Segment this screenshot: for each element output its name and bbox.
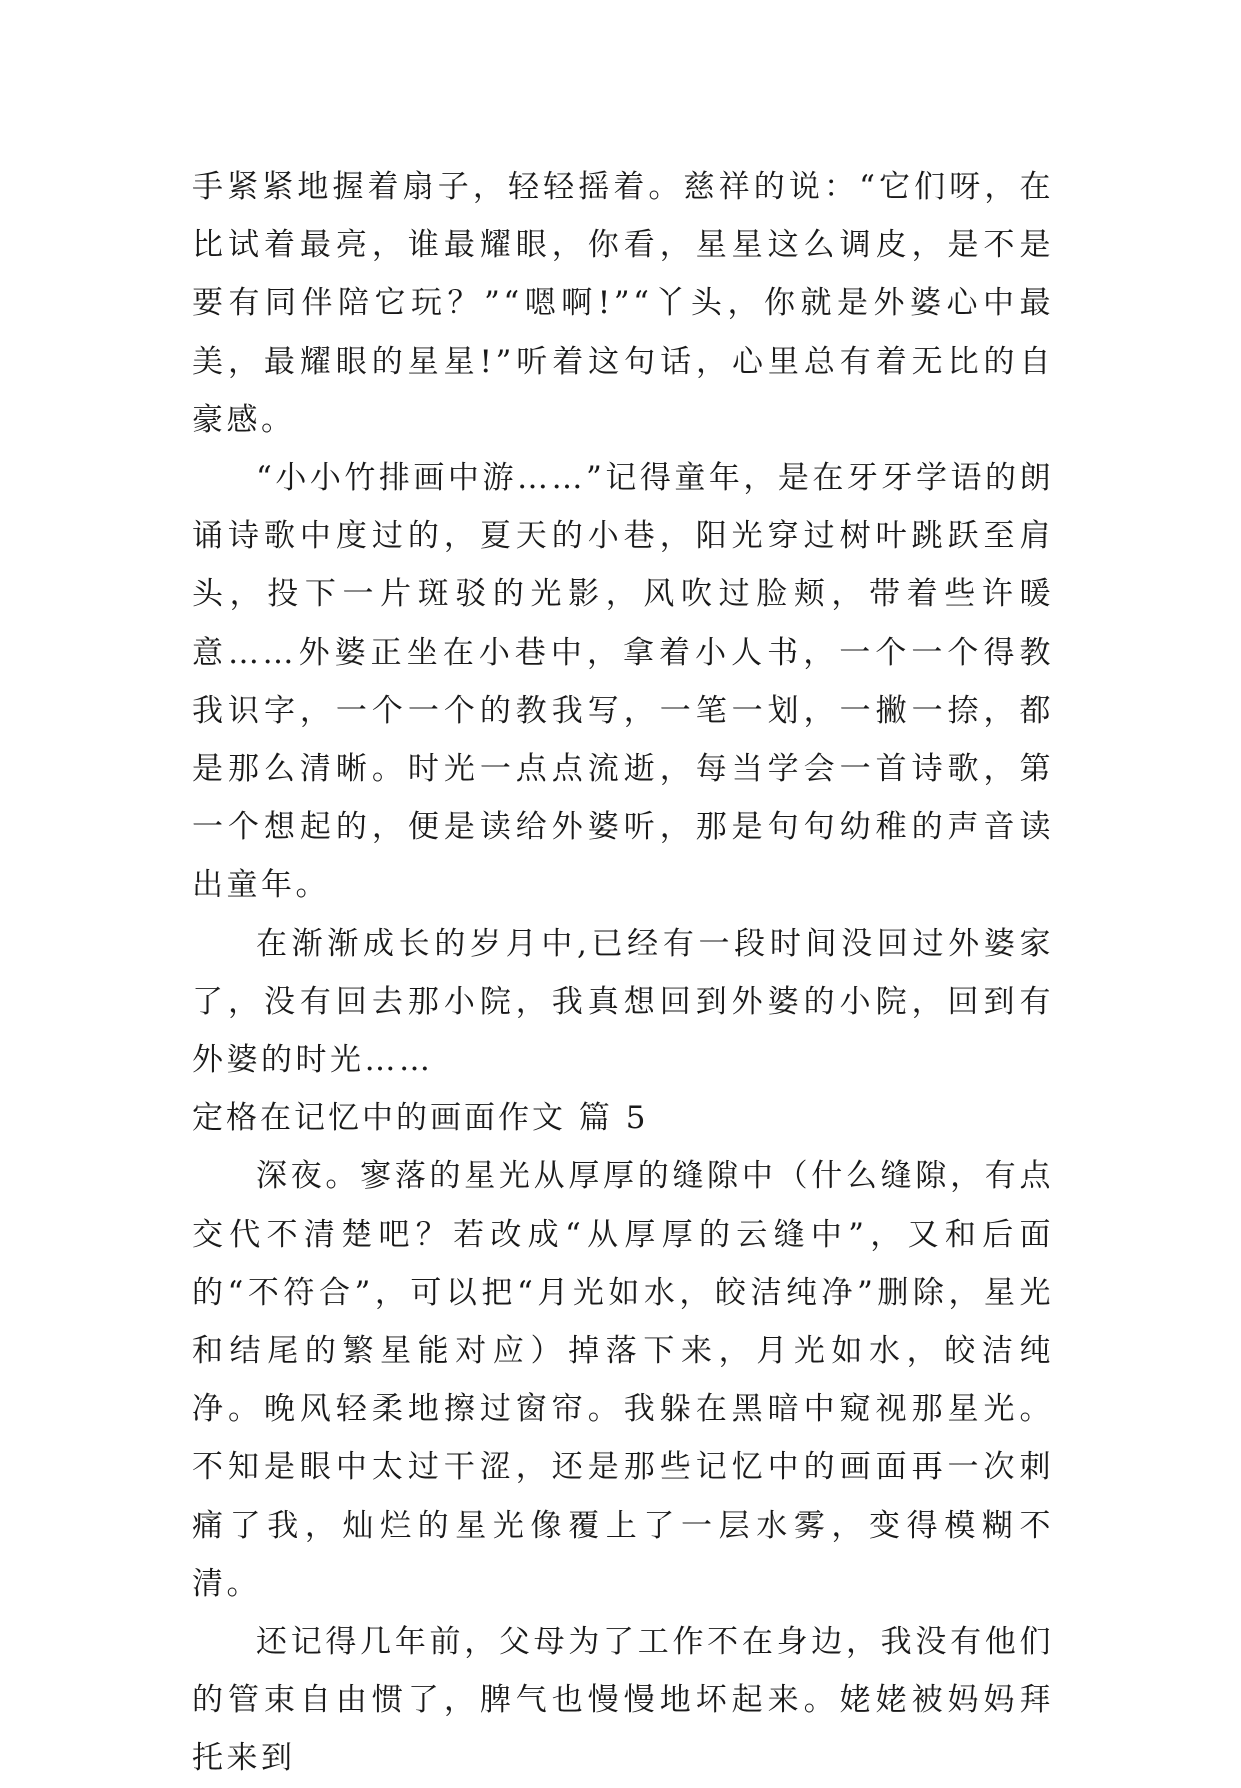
document-page (192, 158, 1054, 1788)
paragraph-4: 深夜。寥落的星光从厚厚的缝隙中（什么缝隙，有点交代不清楚吧？若改成“从厚厚的云缝中”，又和后面的“不符合”，可以把“月光如水，皎洁纯净”删除，星光和结尾的繁星能对应）掉落下来，月光如水，皎洁纯净。晚风轻柔地擦过窗帘。我躲在黑暗中窥视那星光。不知是眼中太过干涩，还是那些记忆中的画面再一次刺痛了我，灿烂的星光像覆上了一层水雾，变得模糊不清。 (192, 1158, 1054, 1602)
paragraph-1: 手紧紧地握着扇子，轻轻摇着。慈祥的说：“它们呀，在比试着最亮，谁最耀眼，你看，星星这么调皮，是不是要有同伴陪它玩？”“嗯啊!”“丫头，你就是外婆心中最美，最耀眼的星星!”听着这句话，心里总有着无比的自豪感。 (192, 169, 1054, 438)
paragraph-3: 在渐渐成长的岁月中,已经有一段时间没回过外婆家了，没有回去那小院，我真想回到外婆的小院，回到有外婆的时光…… (192, 925, 1054, 1079)
section-heading: 定格在记忆中的画面作文 篇 5 (192, 1100, 649, 1137)
paragraph-5: 还记得几年前，父母为了工作不在身边，我没有他们的管束自由惯了，脾气也慢慢地坏起来。姥姥被妈妈拜托来到 (192, 1624, 1054, 1777)
paragraph-2: “小小竹排画中游……”记得童年，是在牙牙学语的朗诵诗歌中度过的，夏天的小巷，阳光穿过树叶跳跃至肩头，投下一片斑驳的光影，风吹过脸颊，带着些许暖意……外婆正坐在小巷中，拿着小人书，一个一个得教我识字，一个一个的教我写，一笔一划，一撇一捺，都是那么清晰。时光一点点流逝，每当学会一首诗歌，第一个想起的，便是读给外婆听，那是句句幼稚的声音读出童年。 (192, 460, 1054, 904)
